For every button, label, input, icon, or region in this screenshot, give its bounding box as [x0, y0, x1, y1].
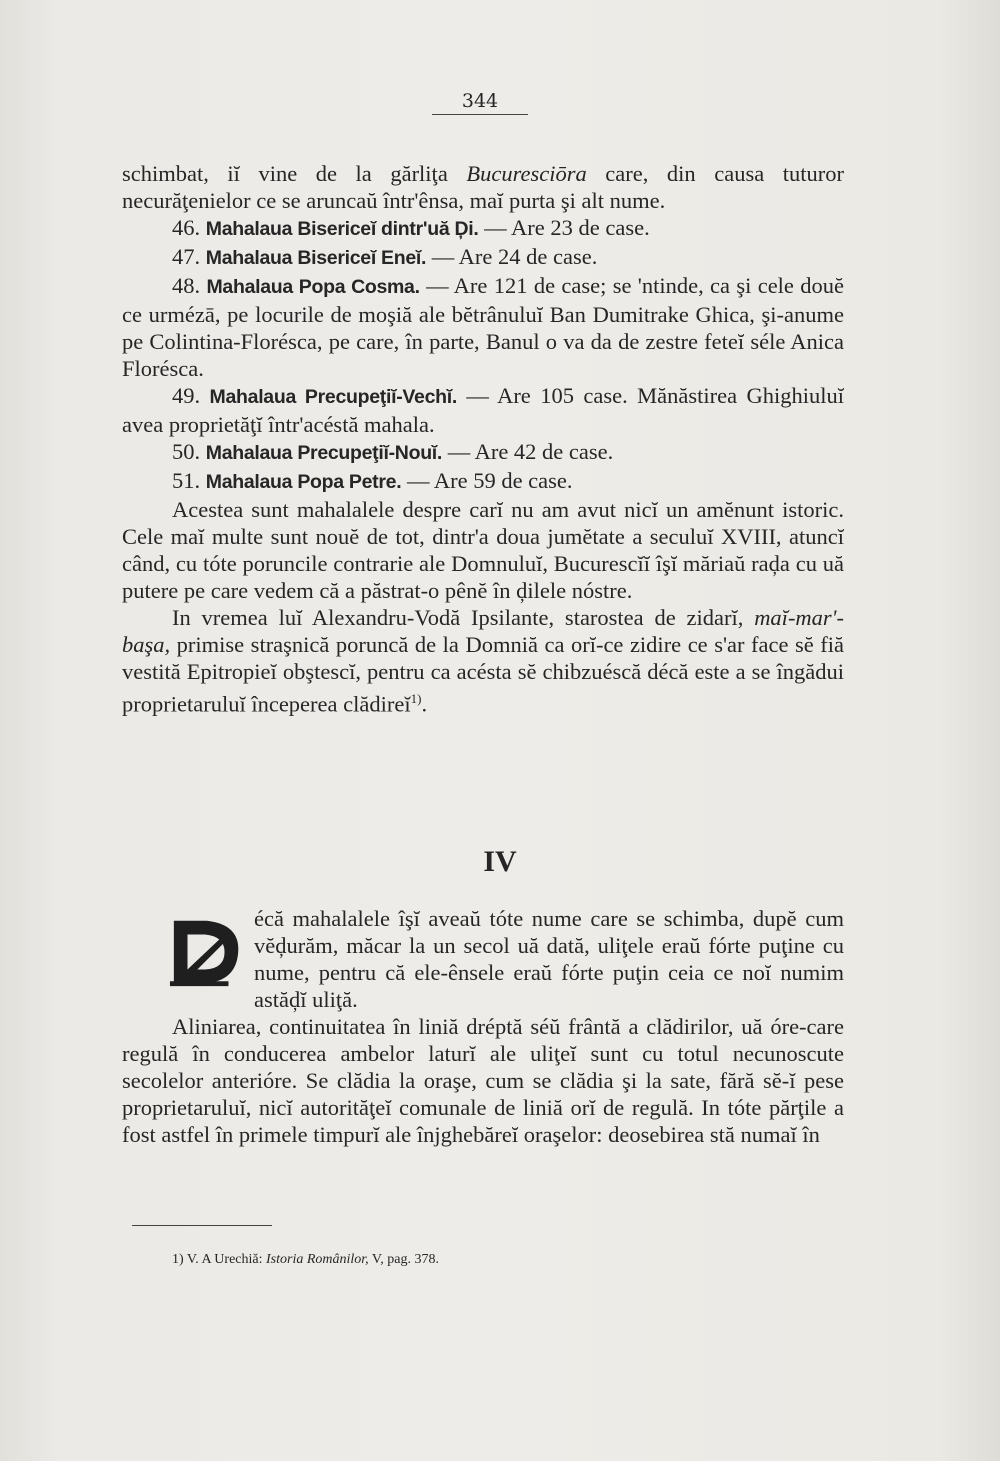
list-item-47: 47. Mahalaua Bisericeĭ Eneĭ. — Are 24 de case. — [172, 244, 598, 269]
page-number: 344 — [432, 90, 528, 115]
paragraph: schimbat, iĭ vine de la gărliţa Bucuresciōra care, din causa tuturor necurăţenielor ce se aruncaŭ într'ênsa, maĭ purta şi alt nume. — [122, 161, 844, 213]
section-heading: IV — [483, 845, 517, 878]
list-item-49: 49. Mahalaua Precupeţiĭ-Vechĭ. — Are 105 case. Mănăstirea Ghighiuluĭ avea proprietăţĭ într'acéstă mahala. — [122, 383, 845, 437]
paragraph: Aliniarea, continuitatea în liniă dréptă séŭ frântă a clădirilor, uă óre-care regulă în conducerea ambelor laturĭ ale uliţeĭ sunt cu totul necunoscute secolelor anterióre. Se clădia la oraşe, cum se clădia şi la sate, fără sĕ-ĭ pese proprietaruluĭ, nicĭ autorităţeĭ comunale de liniă orĭ de regulă. In tóte părţile a fost astfel în primele timpurĭ ale înjghebăreĭ oraşelor: deosebirea stă numaĭ în — [122, 1014, 844, 1147]
list-item-48: 48. Mahalaua Popa Cosma. — Are 121 de case; se 'ntinde, ca şi cele douĕ ce urmézā, pe locurile de moşiă ale bĕtrânuluĭ Ban Dumitrake Ghica, şi-anume pe Colintina-Florésca, pe care, în parte, Banul o va da de zestre feteĭ séle Anica Florésca. — [122, 273, 844, 381]
paragraph: In vremea luĭ Alexandru-Vodă Ipsilante, starostea de zidarĭ, maĭ-mar'-başa, primise straşnică poruncă de la Domniă ca orĭ-ce zidire ce s'ar face sĕ fiă vestită Epitropieĭ obştescĭ, pentru ca acésta sĕ chibzuéscă décă este a se îngădui proprietaruluĭ începerea clădireĭ$^{1)}$. — [122, 605, 844, 717]
footnote-reference: 1) — [410, 691, 422, 706]
paragraph: Acestea sunt mahalalele despre carĭ nu am avut nicĭ un amĕnunt istoric. Cele maĭ multe sunt nouĕ de tot, dintr'a doua jumĕtate a seculuĭ XVIII, atuncĭ când, cu tóte poruncile contrarie ale Domnuluĭ, Bucurescĭĭ îşĭ măriaŭ raḑa cu uă putere pe care vedem că a păstrat-o pênĕ în ḑilele nóstre. — [122, 497, 844, 603]
footnote-divider — [132, 1225, 272, 1226]
list-item-51: 51. Mahalaua Popa Petre. — Are 59 de case. — [172, 468, 573, 493]
section-body — [122, 905, 844, 1148]
footnote: 1) V. A Urechiă: Istoria Românilor, V, pag. 378. — [172, 1252, 439, 1267]
decorative-dropcap-d — [168, 913, 246, 991]
list-item-50: 50. Mahalaua Precupeţiĭ-Nouĭ. — Are 42 de case. — [172, 439, 614, 464]
text-body — [122, 160, 844, 718]
list-item-46: 46. Mahalaua Bisericeĭ dintr'uă Ḑi. — Are 23 de case. — [172, 215, 650, 240]
paragraph: écă mahalalele îşĭ aveaŭ tóte nume care se schimba, dupĕ cum vĕḑurăm, măcar la un secol uă dată, uliţele eraŭ fórte puţine cu nume, pentru că ele-ênsele eraŭ fórte puţin ceia ce noĭ numim astăḑĭ uliţă. — [122, 905, 844, 1013]
